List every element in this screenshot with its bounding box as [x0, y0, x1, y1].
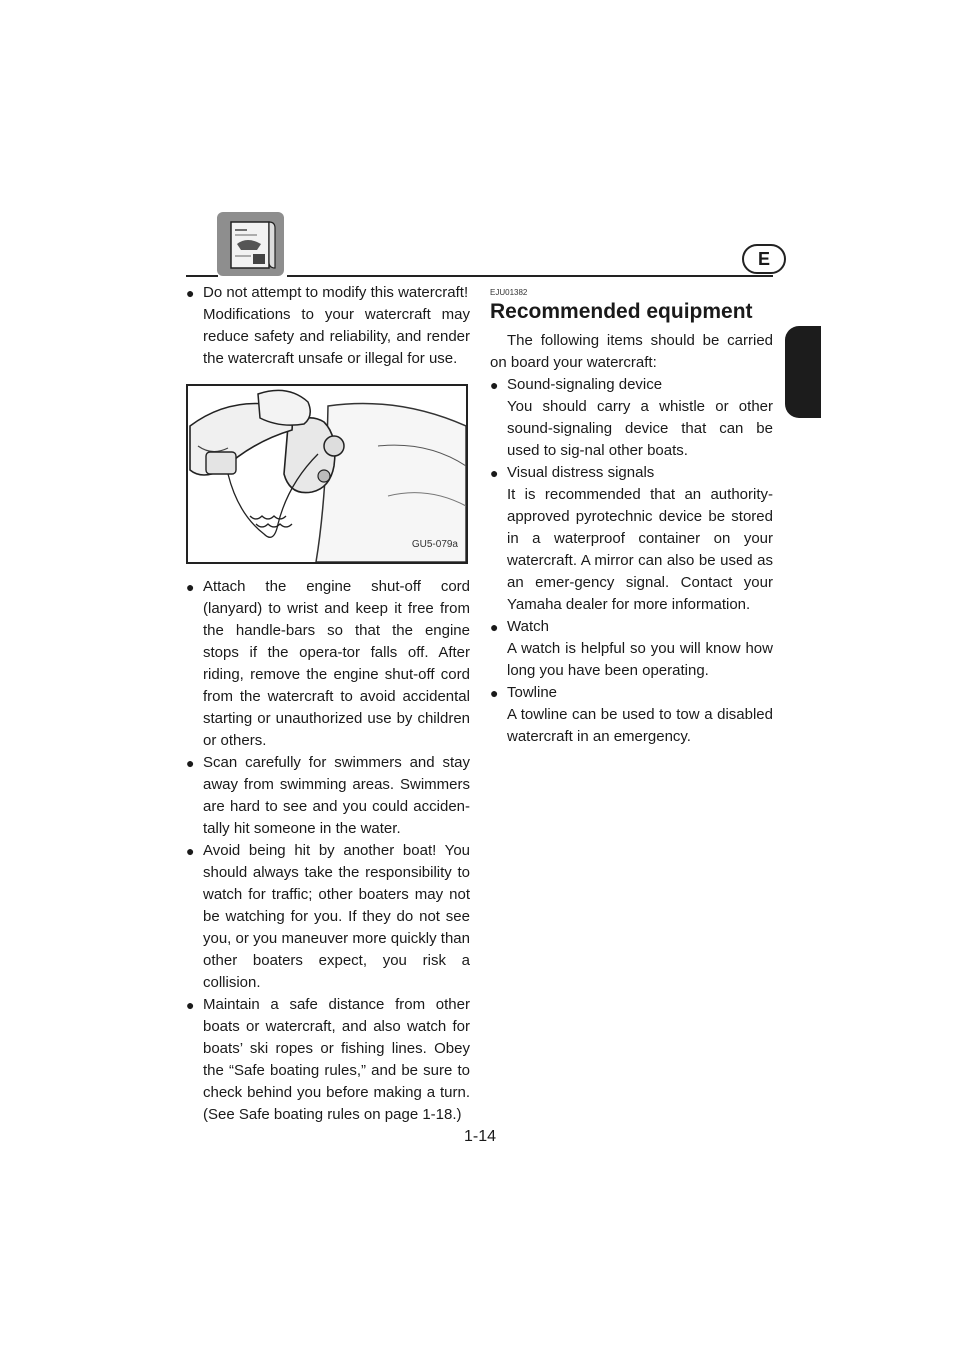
- bullet-text: Scan carefully for swimmers and stay away from swimming areas. Swimmers are hard to see and you could acciden-tally hit someone in the water.: [203, 754, 470, 837]
- bullet-icon: ●: [490, 619, 499, 635]
- bullet-item: [186, 576, 470, 752]
- bullet-item: [186, 840, 470, 994]
- page-number: 1-14: [463, 1128, 497, 1145]
- bullet-icon: ●: [186, 579, 195, 595]
- lanyard-illustration: [186, 384, 468, 564]
- equipment-item: [490, 682, 773, 704]
- bullet-item: [186, 994, 470, 1126]
- equipment-detail: It is recommended that an authority-approved pyrotechnic device be stored in a waterproof container on your watercraft. A mirror can also be used as an emer-gency signal. Contact your Yamaha dealer for more information.: [507, 486, 773, 613]
- section-code: EJU01382: [490, 288, 528, 297]
- equipment-name: Towline: [507, 684, 558, 701]
- equipment-detail: A watch is helpful so you will know how long you have been operating.: [507, 640, 773, 679]
- bullet-item: [186, 752, 470, 840]
- bullet-text: Maintain a safe distance from other boats or watercraft, and also watch for boats’ ski ropes or fishing lines. Obey the “Safe boating rules,” and be sure to check behind you before making a turn. (See Safe boating rules on page 1-18.): [203, 996, 470, 1123]
- bullet-icon: ●: [490, 377, 499, 393]
- equipment-item: [490, 462, 773, 484]
- header-rule-right: [287, 275, 773, 277]
- left-column: [186, 282, 470, 1126]
- bullet-text: Attach the engine shut-off cord (lanyard) to wrist and keep it free from the handle-bars so that the engine stops if the opera-tor falls off. After riding, remove the engine shut-off cord from the watercraft to avoid accidental starting or unauthorized use by children or others.: [203, 578, 470, 749]
- right-column: [490, 282, 773, 748]
- equipment-detail: A towline can be used to tow a disabled watercraft in an emergency.: [507, 706, 773, 745]
- bullet-text: Avoid being hit by another boat! You should always take the responsibility to watch for traffic; other boaters may not be watching for you. If they do not see you, or you maneuver more quickly than other boaters expect, you risk a collision.: [203, 842, 470, 991]
- bullet-icon: ●: [186, 843, 195, 859]
- bullet-icon: ●: [186, 997, 195, 1013]
- equipment-detail: You should carry a whistle or other sound-signaling device that can be used to sig-nal other boats.: [507, 398, 773, 459]
- bullet-icon: ●: [490, 465, 499, 481]
- equipment-name: Watch: [507, 618, 549, 635]
- section-title: Recommended equipment: [490, 300, 753, 323]
- equipment-name: Sound-signaling device: [507, 376, 663, 393]
- header-rule-left: [186, 275, 218, 277]
- intro-paragraph: The following items should be carried on board your watercraft:: [490, 332, 773, 371]
- bullet-icon: ●: [186, 285, 195, 301]
- equipment-name: Visual distress signals: [507, 464, 655, 481]
- bullet-detail: Modifications to your watercraft may reduce safety and reliability, and render the watercraft unsafe or illegal for use.: [203, 306, 470, 367]
- bullet-item: [186, 282, 470, 304]
- section-tab: [785, 326, 821, 418]
- bullet-icon: ●: [490, 685, 499, 701]
- equipment-item: [490, 616, 773, 638]
- figure-code: GU5-079a: [411, 539, 458, 550]
- language-badge: E: [742, 244, 786, 274]
- manual-book-icon: [217, 212, 284, 276]
- equipment-item: [490, 374, 773, 396]
- bullet-text: Do not attempt to modify this watercraft!: [203, 284, 469, 301]
- bullet-icon: ●: [186, 755, 195, 771]
